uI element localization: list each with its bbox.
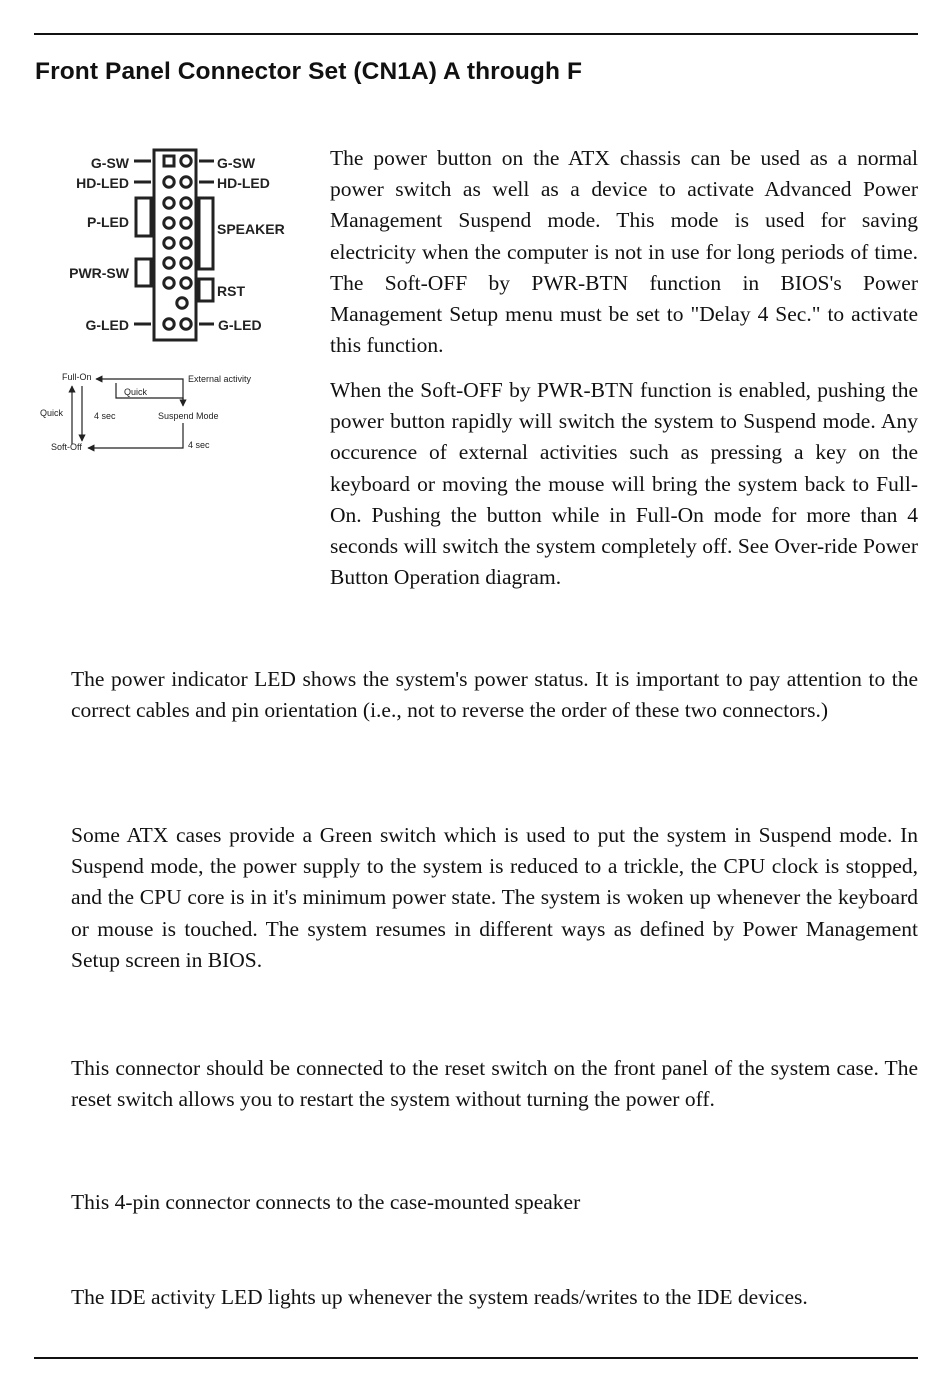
page-title: Front Panel Connector Set (CN1A) A through F <box>35 58 583 85</box>
label-right-g-led: G-LED <box>218 317 262 333</box>
label-left-hd-led: HD-LED <box>76 175 129 191</box>
label-external-activity: External activity <box>188 374 252 384</box>
connector-diagram <box>60 145 300 345</box>
paragraph-speaker: This 4-pin connector connects to the case-mounted speaker <box>71 1190 581 1214</box>
state-full-on: Full-On <box>62 372 92 382</box>
paragraph-power-button-2: When the Soft-OFF by PWR-BTN function is enabled, pushing the power button rapidly will switch the system to Suspend mode. Any occurence of external activities such as pressing a key on the keyboard or moving the mouse will bring the system back to Full-On. Pushing the button while in Full-On mode for more than 4 seconds will switch the system completely off. See Over-ride Power Button Operation diagram. <box>330 378 918 590</box>
paragraph-power-button-1: The power button on the ATX chassis can be used as a normal power switch as well as a device to activate Advanced Power Management Suspend mode. This mode is used for saving electricity when the computer is not in use for long periods of time. The Soft-OFF by PWR-BTN function in BIOS's Power Management Setup menu must be set to "Delay 4 Sec." to activate this function. <box>330 146 918 358</box>
paragraph-green-switch: Some ATX cases provide a Green switch which is used to put the system in Suspend mode. In Suspend mode, the power supply to the system is reduced to a trickle, the CPU clock is stopped, and the CPU core is in it's minimum power state. The system is woken up whenever the keyboard or mouse is touched. The system resumes in different ways as defined by Power Management Setup screen in BIOS. <box>71 823 918 972</box>
paragraph-power-led: The power indicator LED shows the system's power status. It is important to pay attention to the correct cables and pin orientation (i.e., not to reverse the order of these two connectors.) <box>71 667 918 723</box>
power-state-diagram <box>38 368 268 453</box>
label-left-p-led: P-LED <box>87 214 129 230</box>
top-rule <box>34 33 918 35</box>
paragraph-ide-led: The IDE activity LED lights up whenever the system reads/writes to the IDE devices. <box>71 1285 808 1309</box>
paragraph-reset: This connector should be connected to the reset switch on the front panel of the system case. The reset switch allows you to restart the system without turning the power off. <box>71 1056 918 1112</box>
state-suspend-mode: Suspend Mode <box>158 411 219 421</box>
label-left-g-sw: G-SW <box>90 155 129 171</box>
label-right-hd-led: HD-LED <box>217 175 270 191</box>
label-right-g-sw: G-SW <box>217 155 256 171</box>
label-4-sec-left: 4 sec <box>94 411 116 421</box>
label-4-sec-bottom: 4 sec <box>188 440 210 450</box>
label-left-pwr-sw: PWR-SW <box>69 265 129 281</box>
label-right-rst: RST <box>217 283 245 299</box>
label-right-speaker: SPEAKER <box>217 221 285 237</box>
label-left-g-led: G-LED <box>85 317 129 333</box>
state-soft-off: Soft-Off <box>51 442 82 452</box>
label-quick-top: Quick <box>124 387 148 397</box>
pin-square <box>164 156 174 166</box>
label-quick-left: Quick <box>40 408 64 418</box>
bottom-rule <box>34 1357 918 1359</box>
